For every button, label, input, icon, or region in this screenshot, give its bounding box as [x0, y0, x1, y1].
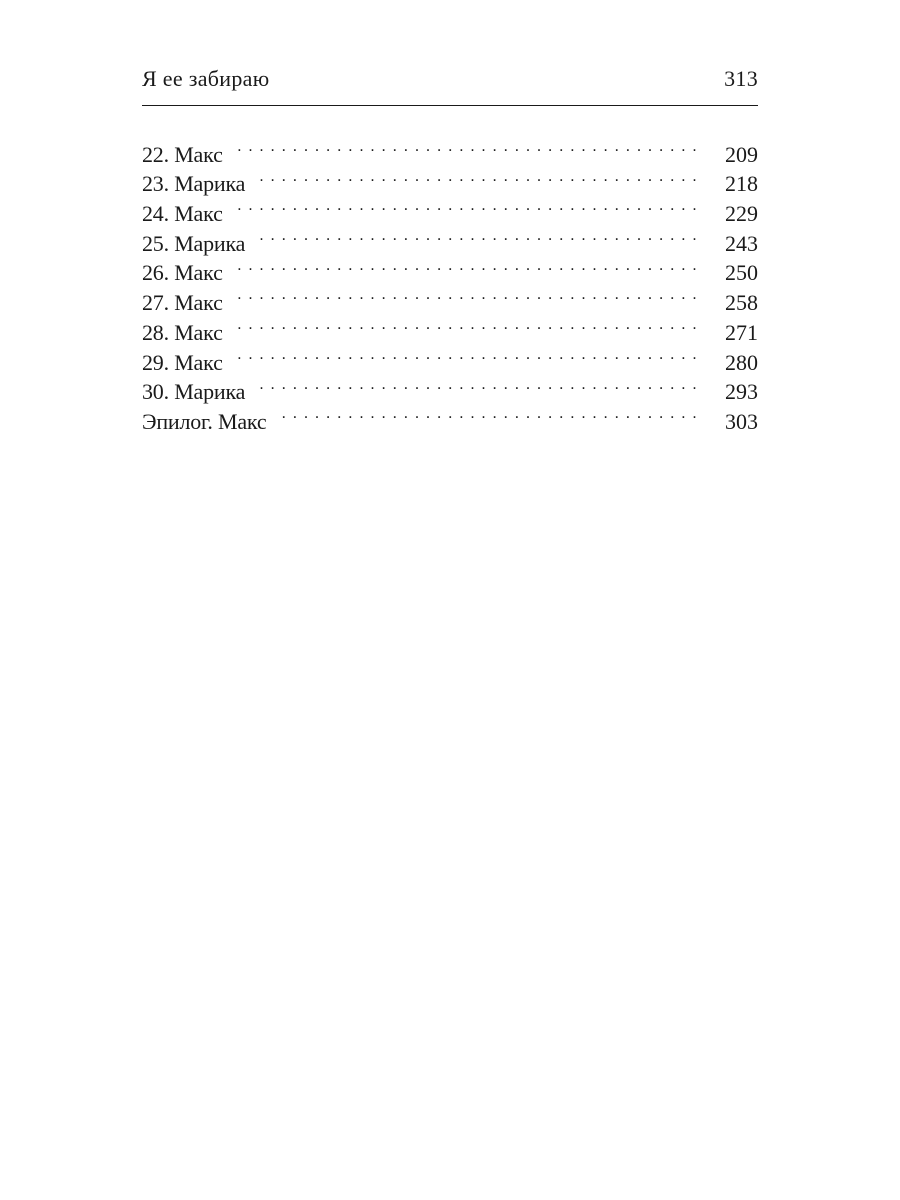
toc-entry-title: 28. Макс	[142, 319, 223, 345]
dot-leader	[237, 280, 698, 310]
toc-entry-page: 229	[725, 201, 758, 227]
toc-entry-page: 243	[725, 230, 758, 256]
running-head	[142, 66, 758, 100]
dot-leader	[259, 162, 698, 192]
toc-entry-page: 250	[725, 260, 758, 286]
dot-leader	[237, 340, 698, 370]
toc-entry-page: 209	[725, 141, 758, 167]
toc-entry-title: 23. Марика	[142, 171, 246, 197]
dot-leader	[237, 310, 698, 340]
toc-entry-title: 29. Макс	[142, 349, 223, 375]
toc-entry	[142, 132, 758, 167]
dot-leader	[259, 370, 698, 400]
table-of-contents	[142, 132, 758, 434]
toc-entry-page: 293	[725, 379, 758, 405]
toc-entry-page: 258	[725, 290, 758, 316]
toc-entry-page: 271	[725, 319, 758, 345]
dot-leader	[237, 132, 698, 162]
toc-entry-page: 218	[725, 171, 758, 197]
dot-leader	[259, 221, 698, 251]
page-number: 313	[724, 66, 758, 91]
toc-entry-title: 30. Марика	[142, 379, 246, 405]
toc-entry-page: 280	[725, 349, 758, 375]
toc-entry-title: 24. Макс	[142, 201, 223, 227]
toc-entry-title: Эпилог. Макс	[142, 408, 267, 434]
toc-entry-title: 22. Макс	[142, 141, 223, 167]
header-rule	[142, 105, 758, 106]
toc-entry-title: 27. Макс	[142, 290, 223, 316]
toc-entry-title: 25. Марика	[142, 230, 246, 256]
dot-leader	[237, 191, 698, 221]
book-title: Я ее забираю	[142, 66, 270, 91]
dot-leader	[280, 399, 698, 429]
toc-entry-page: 303	[725, 408, 758, 434]
dot-leader	[237, 251, 698, 281]
toc-entry-title: 26. Макс	[142, 260, 223, 286]
